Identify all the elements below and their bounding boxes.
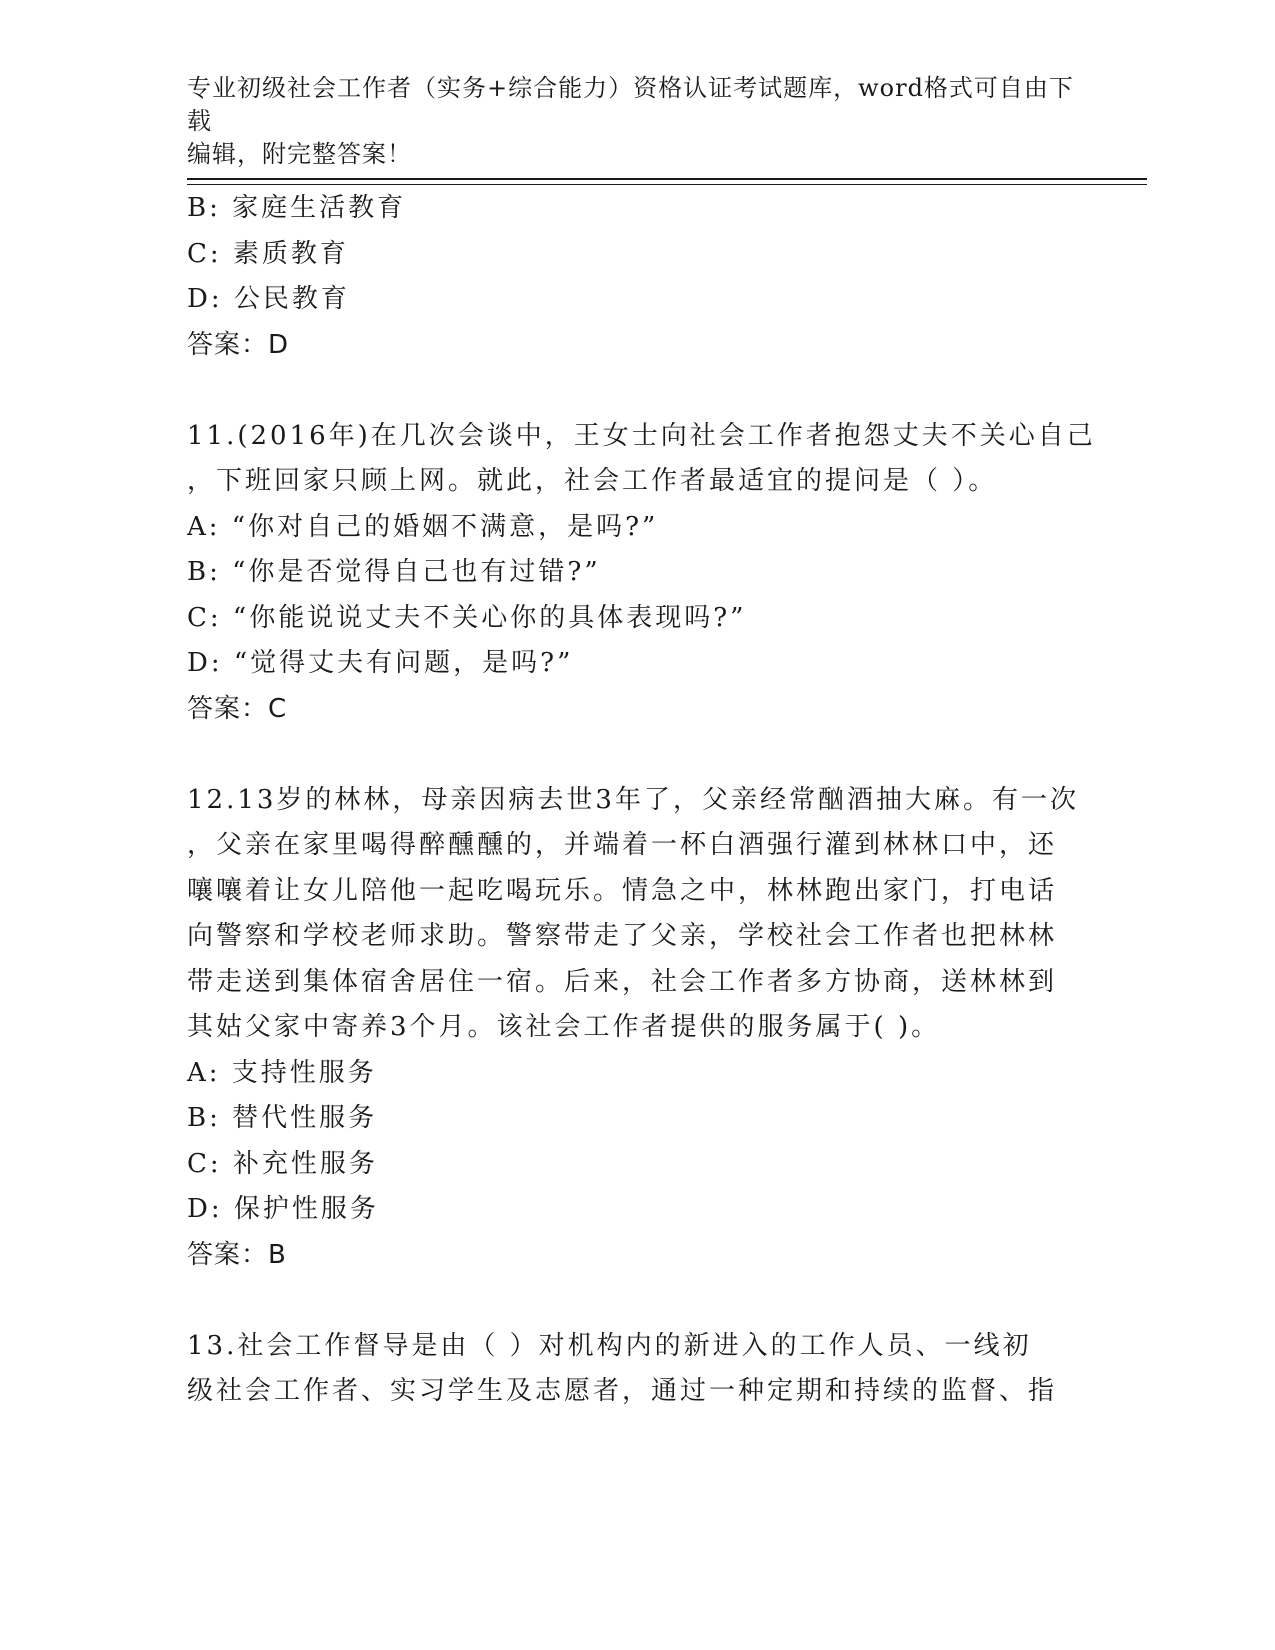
q10-answer: 答案：D [187, 329, 290, 360]
q13-stem-line-2: 级社会工作者、实习学生及志愿者，通过一种定期和持续的监督、指 [187, 1376, 1058, 1406]
q12-stem-line-4: 向警察和学校老师求助。警察带走了父亲，学校社会工作者也把林林 [187, 921, 1058, 951]
q12-option-c: C: 补充性服务 [187, 1148, 378, 1179]
q12-stem-line-2: ，父亲在家里喝得醉醺醺的，并端着一杯白酒强行灌到林林口中，还 [187, 830, 1058, 860]
q13-stem-line-1: 13.社会工作督导是由（ ）对机构内的新进入的工作人员、一线初 [187, 1330, 1032, 1361]
q12-answer: 答案：B [187, 1239, 287, 1270]
q12-option-d: D: 保护性服务 [187, 1194, 379, 1224]
q11-option-b: B: “你是否觉得自己也有过错?” [187, 557, 601, 587]
question-12-block [187, 778, 1077, 1279]
q11-option-c: C: “你能说说丈夫不关心你的具体表现吗?” [187, 602, 747, 633]
q12-stem-line-1: 12.13岁的林林，母亲因病去世3年了，父亲经常酗酒抽大麻。有一次 [187, 784, 1079, 815]
document-header [187, 72, 1087, 171]
spacer [187, 1278, 1077, 1324]
q11-option-a: A: “你对自己的婚姻不满意，是吗?” [187, 511, 659, 542]
q12-stem-line-6: 其姑父家中寄养3个月。该社会工作者提供的服务属于( )。 [187, 1012, 941, 1042]
question-13-block [187, 1324, 1077, 1415]
q11-answer: 答案：C [187, 693, 288, 724]
q12-option-b: B: 替代性服务 [187, 1103, 378, 1133]
question-10-block [187, 186, 1077, 368]
q12-option-a: A: 支持性服务 [187, 1057, 377, 1088]
q11-option-d: D: “觉得丈夫有问题，是吗?” [187, 648, 574, 678]
header-line-2: 编辑，附完整答案！ [187, 140, 412, 168]
q11-stem-line-1: 11.(2016年)在几次会谈中，王女士向社会工作者抱怨丈夫不关心自己 [187, 420, 1096, 451]
spacer [187, 732, 1077, 778]
header-line-1: 专业初级社会工作者（实务+综合能力）资格认证考试题库，word格式可自由下载 [187, 74, 1074, 135]
q10-option-b: B: 家庭生活教育 [187, 193, 407, 223]
header-rule-thick [187, 178, 1147, 180]
q12-stem-line-5: 带走送到集体宿舍居住一宿。后来，社会工作者多方协商，送林林到 [187, 966, 1058, 997]
spacer [187, 368, 1077, 414]
q10-option-d: D: 公民教育 [187, 284, 350, 314]
q10-option-c: C: 素质教育 [187, 238, 349, 269]
header-rule-thin [187, 184, 1147, 185]
q11-stem-line-2: ，下班回家只顾上网。就此，社会工作者最适宜的提问是（ ）。 [187, 466, 998, 496]
q12-stem-line-3: 嚷嚷着让女儿陪他一起吃喝玩乐。情急之中，林林跑出家门，打电话 [187, 875, 1058, 906]
document-page [187, 0, 1147, 1650]
question-content [187, 186, 1096, 1415]
question-11-block [187, 414, 1096, 733]
